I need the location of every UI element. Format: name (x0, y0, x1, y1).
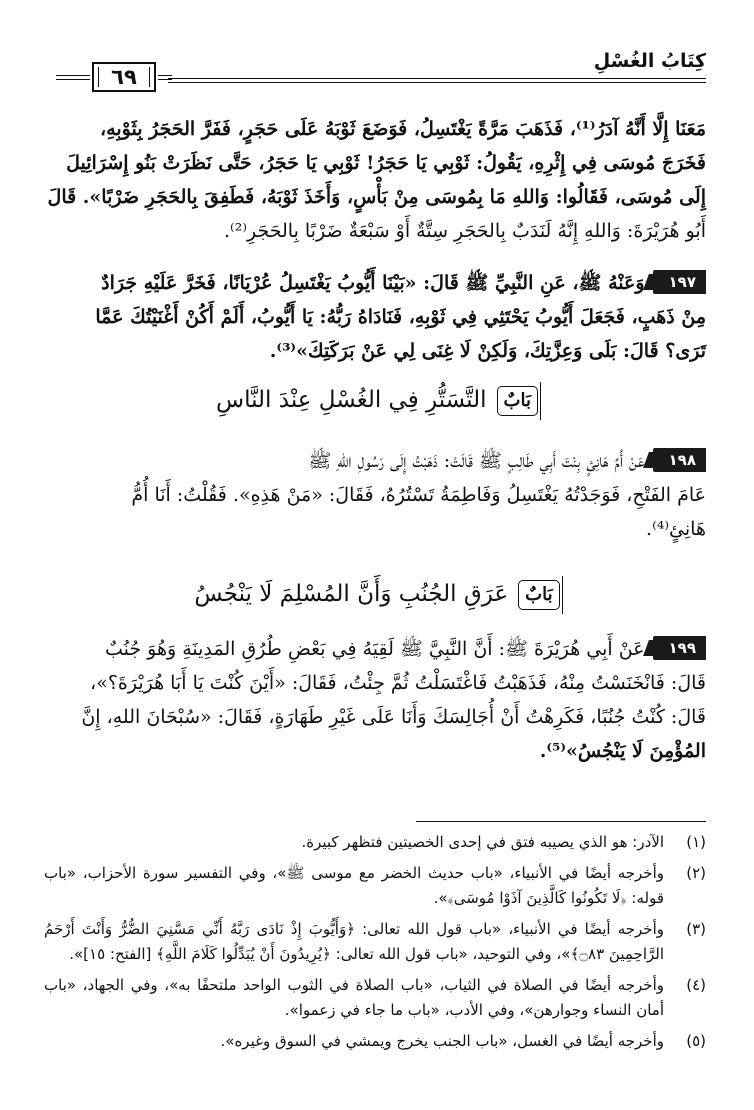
footnote (44, 1029, 706, 1054)
paragraph-continued (44, 112, 706, 248)
text-line: أَبُو هُرَيْرَةَ: وَاللهِ إِنَّهُ لَنَدَبٌ بِالحَجَرِ سِتَّةٌ أَوْ سَبْعَةٌ ضَرْبًا بِالحَجَرِ⁽²⁾. (223, 220, 706, 242)
footnote (44, 861, 706, 911)
footnote-text: وأخرجه أيضًا في الغسل، «باب الجنب يخرج ويمشي في السوق وغيره». (220, 1032, 664, 1050)
header-rule-left (56, 75, 90, 80)
hadith-text: وَعَنْهُ ﷺ، عَنِ النَّبِيِّ ﷺ قَالَ: «بَيْنَا أَيُّوبُ يَغْتَسِلُ عُرْيَانًا، فَخَرَّ عَلَيْهِ جَرَادٌ (101, 272, 645, 294)
footnotes (44, 830, 706, 1060)
text-line (44, 266, 706, 300)
text-line: تَرَى؟ قَالَ: بَلَى وَعِزَّتِكَ، وَلَكِنْ لَا غِنَى لِي عَنْ بَرَكَتِكَ»⁽³⁾. (269, 340, 706, 362)
bab-label: بَابٌ (518, 580, 559, 610)
hadith-199 (44, 632, 706, 768)
text-line: قَالَ: كُنْتُ جُنُبًا، فَكَرِهْتُ أَنْ أُجَالِسَكَ وَأَنَا عَلَى غَيْرِ طَهَارَةٍ، فَقَالَ: «سُبْحَانَ اللهِ، إِنَّ (81, 706, 706, 728)
footnote-number: (٢) (686, 864, 706, 882)
chapter-heading (0, 386, 754, 416)
footnote (44, 830, 706, 855)
text-line: مَعَنَا إِلَّا أَنَّهُ آدَرُ⁽¹⁾، فَذَهَبَ مَرَّةً يَغْتَسِلُ، فَوَضَعَ ثَوْبَهُ عَلَى حَجَرٍ، فَفَرَّ الحَجَرُ بِثَوْبِهِ، (100, 118, 706, 140)
text-line: المُؤْمِنَ لَا يَنْجُسُ»⁽⁵⁾. (539, 740, 706, 762)
hadith-text: عَنْ أُمِّ هَانِئٍ بِنْتَ أَبِي طَالِبٍ ﷺ قَالَتْ: ذَهَبْتُ إِلَى رَسُولِ اللهِ ﷺ (308, 450, 645, 472)
chapter-title: التَّسَتُّرِ فِي الغُسْلِ عِنْدَ النَّاسِ (216, 387, 487, 413)
text-line (44, 632, 706, 666)
bab-label: بَابٌ (497, 386, 538, 416)
text-line: مِنْ ذَهَبٍ، فَجَعَلَ أَيُّوبُ يَحْتَثِي فِي ثَوْبِهِ، فَنَادَاهُ رَبُّهُ: يَا أَيُّوبُ، أَلَمْ أَكُنْ أَغْنَيْتُكَ عَمَّا (95, 306, 706, 328)
footnote-number: (٣) (686, 920, 706, 938)
header-rule (168, 78, 706, 83)
chapter-heading (0, 580, 754, 610)
text-line: هَانِئٍ⁽⁴⁾. (646, 518, 706, 540)
running-title: كِتَابُ الغُسْلِ (593, 50, 706, 72)
footnote-number: (٤) (686, 976, 706, 994)
hadith-number-badge: ١٩٨ (653, 448, 706, 472)
text-line: عَامَ الفَتْحِ، فَوَجَدْتُهُ يَغْتَسِلُ وَفَاطِمَةُ تَسْتُرُهُ، فَقَالَ: «مَنْ هَذِهِ». فَقُلْتُ: أَنَا أُمُّ (131, 484, 706, 506)
hadith-number-badge: ١٩٩ (653, 636, 706, 660)
footnote (44, 917, 706, 967)
text-line: فَخَرَجَ مُوسَى فِي إِثْرِهِ، يَقُولُ: ثَوْبِي يَا حَجَرُ! ثَوْبِي يَا حَجَرُ، حَتَّى نَظَرَتْ بَنُو إِسْرَائِيلَ (66, 152, 706, 174)
text-line (44, 444, 706, 478)
text-line: قَالَ: فَانْخَنَسْتُ مِنْهُ، فَذَهَبْتُ فَاغْتَسَلْتُ ثُمَّ جِئْتُ، فَقَالَ: «أَيْنَ كُنْتَ يَا أَبَا هُرَيْرَةَ؟»، (90, 672, 706, 694)
text-line: إِلَى مُوسَى، فَقَالُوا: وَاللهِ مَا بِمُوسَى مِنْ بَأْسٍ، وَأَخَذَ ثَوْبَهُ، فَطَفِقَ بِالحَجَرِ ضَرْبًا». قَالَ (47, 186, 706, 208)
page-number: ٦٩ (92, 62, 156, 92)
footnote-number: (٥) (686, 1032, 706, 1050)
hadith-197 (44, 266, 706, 368)
footnote-number: (١) (686, 833, 706, 851)
footnote-text: وأخرجه أيضًا في الصلاة في الثياب، «باب الصلاة في الثوب الواحد ملتحفًا به»، وفي الجهاد، «باب أمان النساء وجوارهن»، وفي الأدب، «باب ما جاء في زعموا». (44, 976, 664, 1019)
footnote-text: الآدر: هو الذي يصيبه فتق في إحدى الخصيتين فتظهر كبيرة. (301, 833, 664, 851)
chapter-title: عَرَقِ الجُنُبِ وَأَنَّ المُسْلِمَ لَا يَنْجُسُ (194, 581, 509, 607)
hadith-number-badge: ١٩٧ (653, 270, 706, 294)
footnote (44, 973, 706, 1023)
footnote-separator (416, 821, 706, 822)
header-rule-mid (158, 75, 172, 80)
footnote-text: وأخرجه أيضًا في الأنبياء، «باب قول الله تعالى: ﴿وَأَيُّوبَ إِذْ نَادَى رَبَّهُ أَنِّي مَسَّنِيَ الضُّرُّ وَأَنْتَ أَرْحَمُ الرَّاحِمِينَ ۝٨٣﴾»، وفي التوحيد، «باب قول الله تعالى: ﴿يُرِيدُونَ أَنْ يُبَدِّلُوا كَلَامَ اللَّهِ﴾ [الفتح: ١٥]». (44, 920, 664, 963)
footnote-text: وأخرجه أيضًا في الأنبياء، «باب حديث الخضر مع موسى ﷺ»، وفي التفسير سورة الأحزاب، «باب قوله: ﴿لَا تَكُونُوا كَالَّذِينَ آذَوْا مُوسَى﴾». (44, 864, 664, 907)
page-header (56, 48, 706, 92)
hadith-text: عَنْ أَبِي هُرَيْرَةَ ﷺ: أَنَّ النَّبِيَّ ﷺ لَقِيَهُ فِي بَعْضِ طُرُقِ المَدِينَةِ وَهُوَ جُنُبٌ (104, 638, 645, 660)
hadith-198 (44, 444, 706, 546)
